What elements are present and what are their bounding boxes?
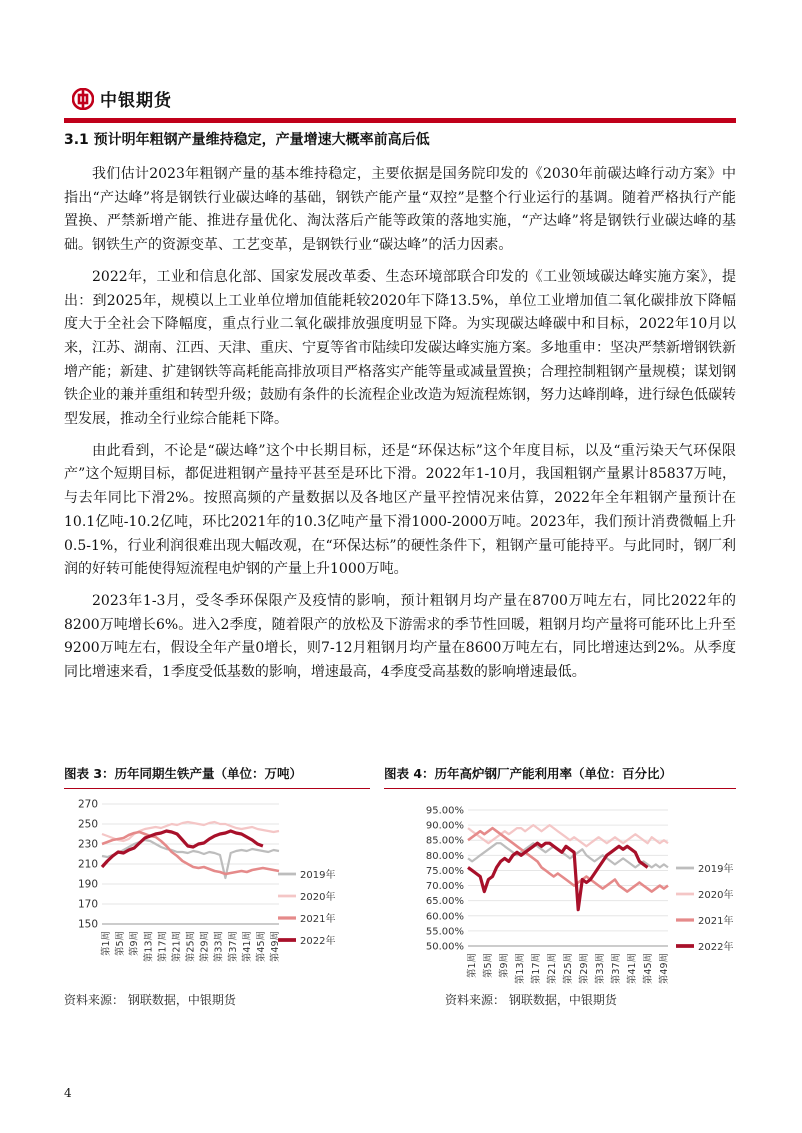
figure-3-source: 资料来源： 钢联数据，中银期货 xyxy=(64,993,236,1007)
y-tick-label: 190 xyxy=(77,878,98,891)
legend-entry: 2019年 xyxy=(698,864,734,875)
legend-entry: 2021年 xyxy=(300,914,336,925)
y-tick-label: 90.00% xyxy=(425,820,464,832)
x-tick-label: 第25周 xyxy=(185,931,197,963)
x-tick-label: 第37周 xyxy=(611,953,622,985)
paragraph-4: 2023年1-3月，受冬季环保限产及疫情的影响，预计粗钢月均产量在8700万吨左右，同比2022年的8200万吨增长6%。进入2季度，随着限产的放松及下游需求的季节性回暖，粗钢月均产量将可能环比上升至9200万吨左右，假设全年产量0增长，则7-12月粗钢月均产量在8600万吨左右，同比增速达到2%。从季度同比增速来看，1季度受低基数的影响，增速最高，4季度受高基数的影响增速最低。 xyxy=(64,592,736,681)
x-tick-label: 第17周 xyxy=(157,931,169,963)
y-tick-label: 95.00% xyxy=(425,805,464,817)
legend-entry: 2020年 xyxy=(698,890,734,901)
y-tick-label: 170 xyxy=(77,898,98,911)
y-tick-label: 50.00% xyxy=(425,941,464,953)
y-tick-label: 230 xyxy=(77,838,98,851)
x-tick-label: 第29周 xyxy=(579,953,590,985)
y-tick-label: 85.00% xyxy=(425,835,464,847)
legend-entry: 2021年 xyxy=(698,916,734,927)
series-line-2020年 xyxy=(102,822,279,841)
figure-3-chart xyxy=(64,796,370,982)
x-tick-label: 第33周 xyxy=(213,931,225,963)
figure-4-title: 图表 4：历年高炉钢厂产能利用率（单位：百分比） xyxy=(384,766,673,781)
legend-entry: 2022年 xyxy=(300,936,336,947)
bank-logo-icon xyxy=(72,88,94,110)
section-title: 3.1 预计明年粗钢产量维持稳定，产量增速大概率前高后低 xyxy=(64,132,430,148)
figure-3-title: 图表 3：历年同期生铁产量（单位：万吨） xyxy=(64,766,303,781)
x-tick-label: 第13周 xyxy=(515,953,526,985)
y-tick-label: 210 xyxy=(77,858,98,871)
x-tick-label: 第37周 xyxy=(227,931,239,963)
paragraph-2: 2022年，工业和信息化部、国家发展改革委、生态环境部联合印发的《工业领域碳达峰实施方案》，提出：到2025年，规模以上工业单位增加值能耗较2020年下降13.5%，单位工业增加值二氧化碳排放下降幅度大于全社会下降幅度，重点行业二氧化碳排放强度明显下降。为实现碳达峰碳中和目标，2022年10月以来，江苏、湖南、江西、天津、重庆、宁夏等省市陆续印发碳达峰实施方案。多地重申：坚决严禁新增钢铁新增产能；新建、扩建钢铁等高耗能高排放项目严格落实产能等量或减量置换；合理控制粗钢产量规模；谋划钢铁企业的兼并重组和转型升级；鼓励有条件的长流程企业改造为短流程炼钢，努力达峰削峰，进行绿色低碳转型发展，推动全行业综合能耗下降。 xyxy=(64,268,736,428)
y-tick-label: 60.00% xyxy=(425,911,464,923)
x-tick-label: 第41周 xyxy=(241,931,253,963)
body-text xyxy=(64,163,736,693)
y-tick-label: 150 xyxy=(77,918,98,931)
x-tick-label: 第29周 xyxy=(199,931,211,963)
x-tick-label: 第21周 xyxy=(547,953,558,985)
y-tick-label: 70.00% xyxy=(425,881,464,893)
figure-4-source: 资料来源： 钢联数据，中银期货 xyxy=(445,993,617,1007)
x-tick-label: 第5周 xyxy=(483,953,494,979)
legend-entry: 2022年 xyxy=(698,942,734,953)
company-logo xyxy=(72,86,172,111)
x-tick-label: 第45周 xyxy=(255,931,267,963)
legend-entry: 2020年 xyxy=(300,892,336,903)
y-tick-label: 75.00% xyxy=(425,865,464,877)
page-number: 4 xyxy=(64,1086,72,1100)
y-tick-label: 55.00% xyxy=(425,926,464,938)
logo-text: 中银期货 xyxy=(100,91,172,111)
x-tick-label: 第33周 xyxy=(595,953,606,985)
x-tick-label: 第49周 xyxy=(659,953,670,985)
y-tick-label: 270 xyxy=(77,798,98,811)
paragraph-1: 我们估计2023年粗钢产量的基本维持稳定，主要依据是国务院印发的《2030年前碳达峰行动方案》中指出“产达峰”将是钢铁行业碳达峰的基础，钢铁产能产量“双控”是整个行业运行的基调。随着严格执行产能置换、严禁新增产能、推进存量优化、淘汰落后产能等政策的落地实施，“产达峰”将是钢铁行业碳达峰的基础。钢铁生产的资源变革、工艺变革，是钢铁行业“碳达峰”的活力因素。 xyxy=(64,166,736,254)
paragraph-3: 由此看到，不论是“碳达峰”这个中长期目标，还是“环保达标”这个年度目标，以及“重污染天气环保限产”这个短期目标，都促进粗钢产量持平甚至是环比下滑。2022年1-10月，我国粗钢产量累计85837万吨，与去年同比下滑2%。按照高频的产量数据以及各地区产量平控情况来估算，2022年全年粗钢产量预计在10.1亿吨-10.2亿吨，环比2021年的10.3亿吨产量下滑1000-2000万吨。2023年，我们预计消费微幅上升0.5-1%，行业利润很难出现大幅改观，在“环保达标”的硬性条件下，粗钢产量可能持平。与此同时，钢厂利润的好转可能使得短流程电炉钢的产量上升1000万吨。 xyxy=(64,442,736,578)
x-tick-label: 第49周 xyxy=(270,931,281,963)
x-tick-label: 第1周 xyxy=(101,931,112,957)
x-tick-label: 第25周 xyxy=(563,953,574,985)
pig-iron-output-chart xyxy=(64,796,370,978)
figure-4-rule xyxy=(384,788,736,789)
x-tick-label: 第9周 xyxy=(499,953,510,979)
figure-3-rule xyxy=(64,788,370,789)
blast-furnace-utilization-chart xyxy=(420,796,736,986)
y-tick-label: 250 xyxy=(77,818,98,831)
header-divider xyxy=(64,118,736,123)
x-tick-label: 第17周 xyxy=(531,953,542,985)
y-tick-label: 65.00% xyxy=(425,896,464,908)
x-tick-label: 第9周 xyxy=(129,931,141,957)
x-tick-label: 第45周 xyxy=(643,953,654,985)
x-tick-label: 第1周 xyxy=(467,953,478,979)
x-tick-label: 第13周 xyxy=(143,931,155,963)
y-tick-label: 80.00% xyxy=(425,850,464,862)
legend-entry: 2019年 xyxy=(300,870,336,881)
series-line-2022年 xyxy=(468,843,648,910)
x-tick-label: 第41周 xyxy=(627,953,638,985)
x-tick-label: 第5周 xyxy=(115,931,127,957)
figure-4-chart xyxy=(420,796,736,990)
x-tick-label: 第21周 xyxy=(171,931,183,963)
